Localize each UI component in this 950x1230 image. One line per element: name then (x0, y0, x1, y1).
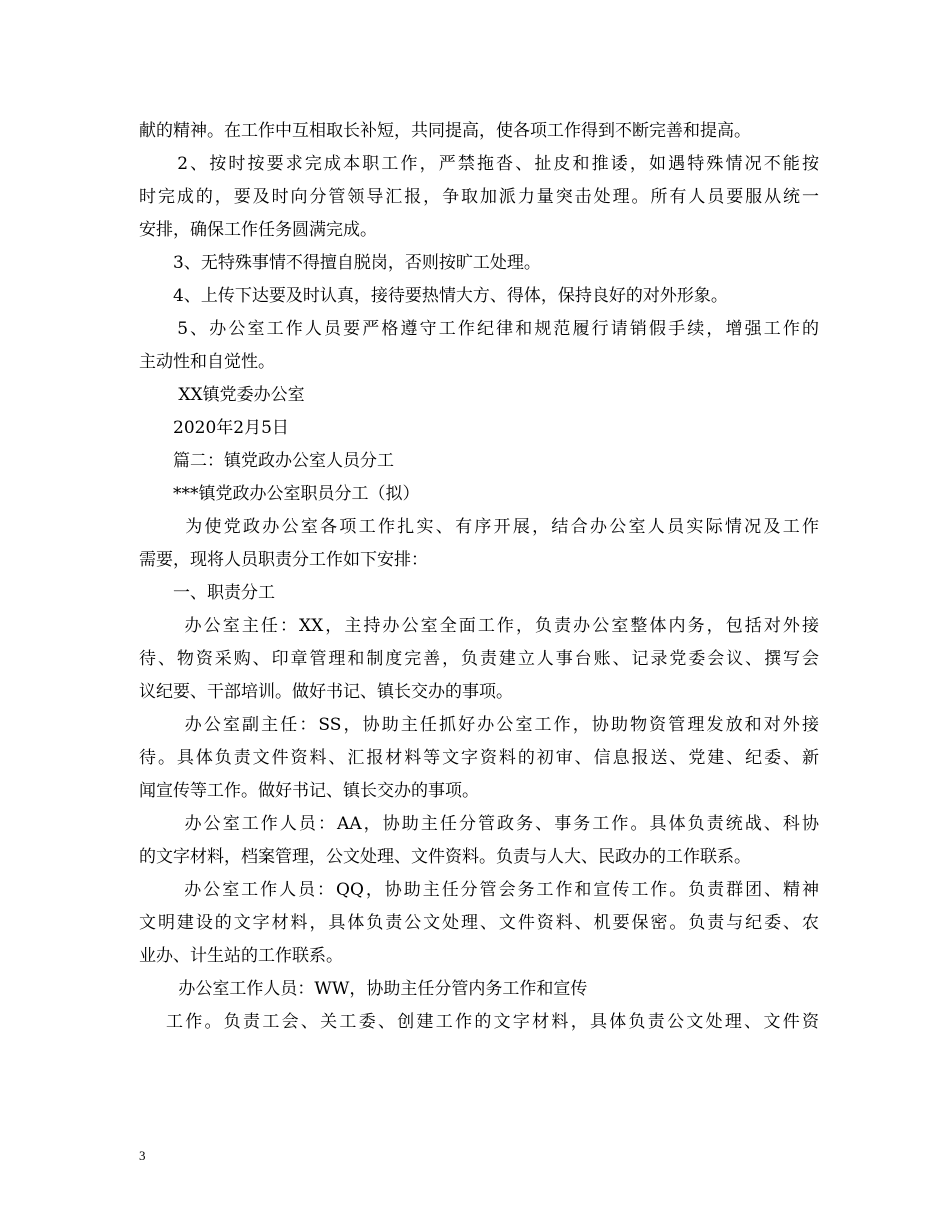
text-line: 办公室主任：XX，主持办公室全面工作，负责办公室整体内务，包括对外接 (139, 616, 819, 636)
text-line: 文明建设的文字材料，具体负责公文处理、文件资料、机要保密。负责与纪委、农 (139, 913, 819, 933)
text-line: 闻宣传等工作。做好书记、镇长交办的事项。 (139, 781, 479, 801)
text-line: 时完成的，要及时向分管领导汇报，争取加派力量突击处理。所有人员要服从统一 (139, 187, 819, 207)
text-line: 需要，现将人员职责分工作如下安排： (139, 550, 428, 570)
text-line: 工作。负责工会、关工委、创建工作的文字材料，具体负责公文处理、文件资 (139, 1012, 819, 1032)
signature-office: XX镇党委办公室 (139, 385, 305, 405)
section-title: 篇二：镇党政办公室人员分工 (139, 451, 394, 471)
text-line: 议纪要、干部培训。做好书记、镇长交办的事项。 (139, 682, 513, 702)
text-line: 5、办公室工作人员要严格遵守工作纪律和规范履行请销假手续，增强工作的 (139, 319, 819, 339)
text-line: 待。具体负责文件资料、汇报材料等文字资料的初审、信息报送、党建、纪委、新 (139, 748, 819, 768)
text-line: 3、无特殊事情不得擅自脱岗，否则按旷工处理。 (139, 253, 541, 273)
text-line: 的文字材料，档案管理，公文处理、文件资料。负责与人大、民政办的工作联系。 (139, 847, 751, 867)
text-line: 办公室工作人员：QQ，协助主任分管会务工作和宣传工作。负责群团、精神 (139, 880, 819, 900)
section-heading: 一、职责分工 (139, 583, 275, 603)
text-line: 4、上传下达要及时认真，接待要热情大方、得体，保持良好的对外形象。 (139, 286, 728, 306)
text-line: 主动性和自觉性。 (139, 352, 275, 372)
document-subtitle: ***镇党政办公室职员分工（拟） (139, 484, 420, 504)
text-line: 2、按时按要求完成本职工作，严禁拖沓、扯皮和推诿，如遇特殊情况不能按 (139, 154, 819, 174)
text-line: 办公室工作人员：AA，协助主任分管政务、事务工作。具体负责统战、科协 (139, 814, 819, 834)
text-line: 安排，确保工作任务圆满完成。 (139, 220, 377, 240)
signature-date: 2020年2月5日 (139, 418, 289, 438)
page-number: 3 (139, 1148, 146, 1163)
text-line: 献的精神。在工作中互相取长补短，共同提高，使各项工作得到不断完善和提高。 (139, 121, 751, 141)
text-line: 业办、计生站的工作联系。 (139, 946, 343, 966)
text-line: 办公室副主任：SS，协助主任抓好办公室工作，协助物资管理发放和对外接 (139, 715, 819, 735)
text-line: 待、物资采购、印章管理和制度完善，负责建立人事台账、记录党委会议、撰写会 (139, 649, 819, 669)
text-line: 为使党政办公室各项工作扎实、有序开展，结合办公室人员实际情况及工作 (139, 517, 819, 537)
text-line: 办公室工作人员：WW，协助主任分管内务工作和宣传 (139, 979, 588, 999)
